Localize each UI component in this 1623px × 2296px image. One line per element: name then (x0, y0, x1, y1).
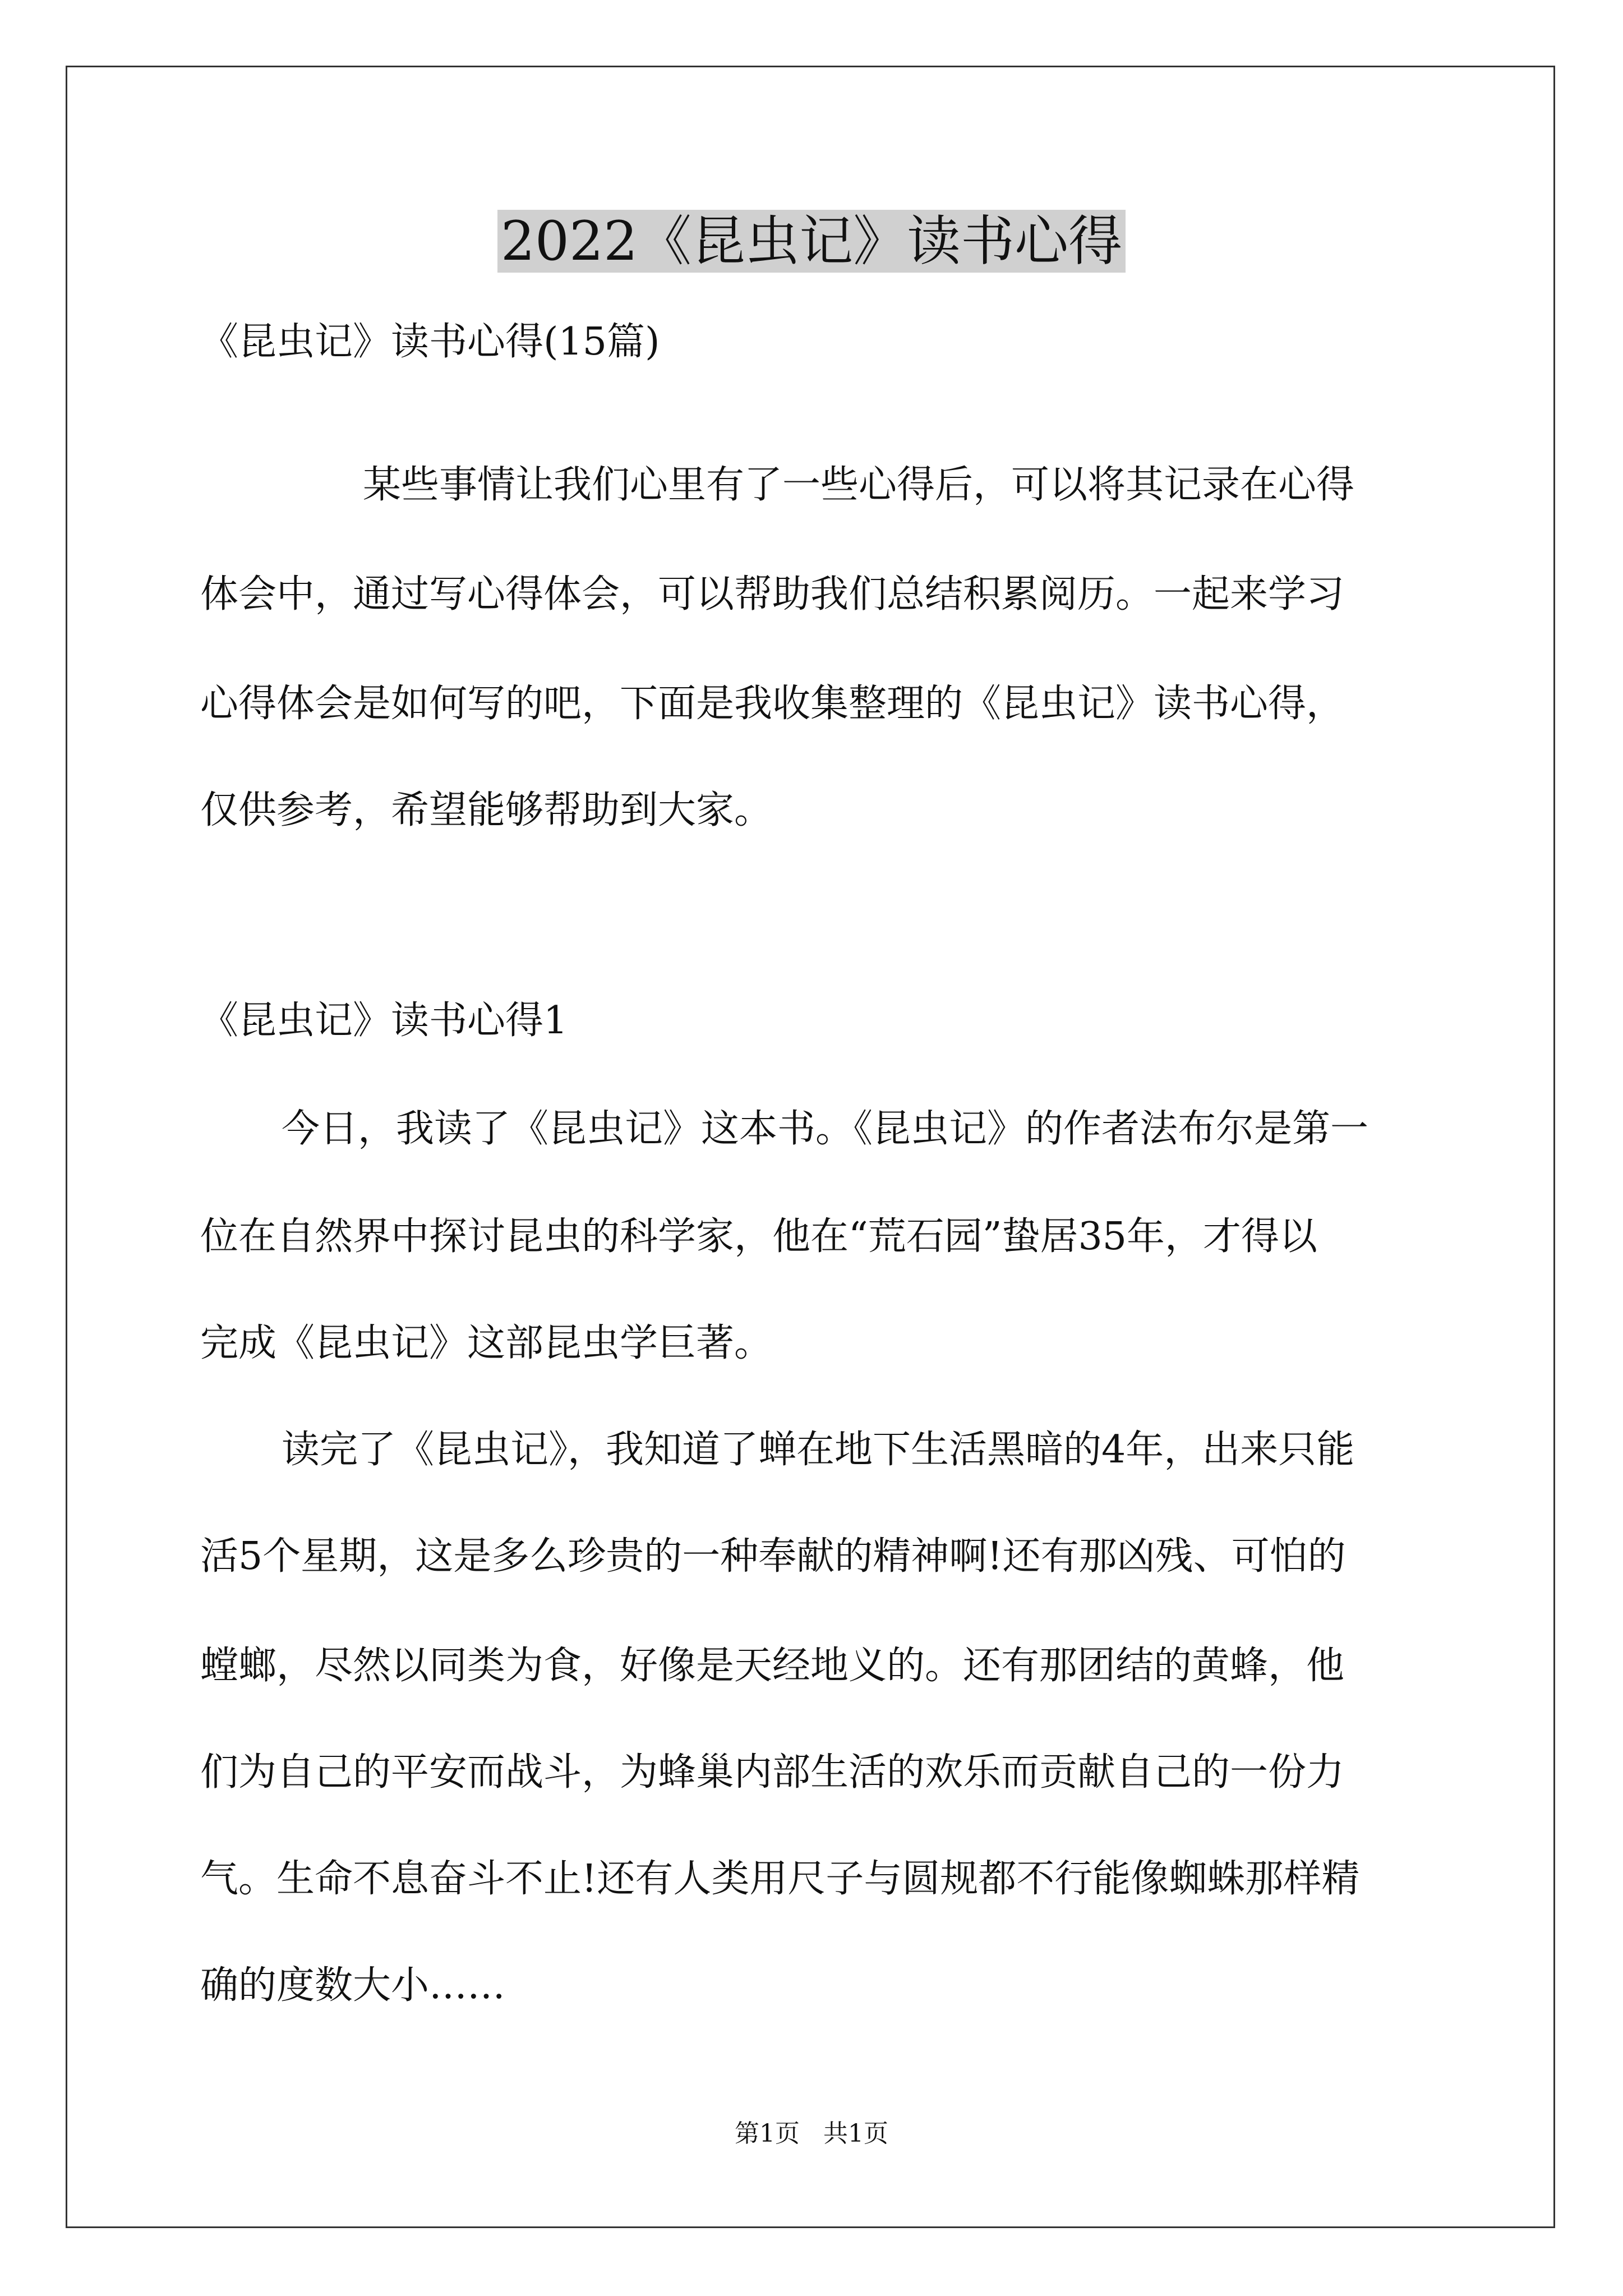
para2-line-2: 活5个星期，这是多么珍贵的一种奉献的精神啊!还有那凶残、可怕的 (200, 1534, 1346, 1579)
para2-line-4: 们为自己的平安而战斗，为蜂巢内部生活的欢乐而贡献自己的一份力 (200, 1750, 1345, 1795)
page-footer: 第1页 共1页 (735, 2119, 888, 2148)
para2-line-5: 气。生命不息奋斗不止!还有人类用尺子与圆规都不行能像蜘蛛那样精 (200, 1857, 1360, 1901)
intro-line-4: 仅供参考，希望能够帮助到大家。 (200, 788, 773, 832)
para2-line-6: 确的度数大小…… (200, 1963, 506, 2008)
intro-line-2: 体会中，通过写心得体会，可以帮助我们总结积累阅历。一起来学习 (200, 572, 1345, 616)
para1-line-3: 完成《昆虫记》这部昆虫学巨著。 (200, 1321, 773, 1365)
document-title-text: 2022《昆虫记》读书心得 (497, 210, 1126, 273)
para2-line-3: 螳螂，尽然以同类为食，好像是天经地义的。还有那团结的黄蜂，他 (200, 1644, 1345, 1688)
intro-line-3: 心得体会是如何写的吧，下面是我收集整理的《昆虫记》读书心得， (200, 682, 1345, 726)
document-subtitle: 《昆虫记》读书心得(15篇) (200, 320, 660, 364)
para1-line-1: 今日，我读了《昆虫记》这本书。《昆虫记》的作者法布尔是第一 (282, 1107, 1369, 1151)
section-heading: 《昆虫记》读书心得1 (200, 999, 568, 1043)
para2-line-1: 读完了《昆虫记》，我知道了蝉在地下生活黑暗的4年，出来只能 (282, 1428, 1355, 1472)
para1-line-2: 位在自然界中探讨昆虫的科学家，他在“荒石园”蛰居35年，才得以 (200, 1214, 1318, 1259)
document-title (0, 199, 1623, 283)
intro-line-1: 某些事情让我们心里有了一些心得后，可以将其记录在心得 (363, 463, 1355, 507)
